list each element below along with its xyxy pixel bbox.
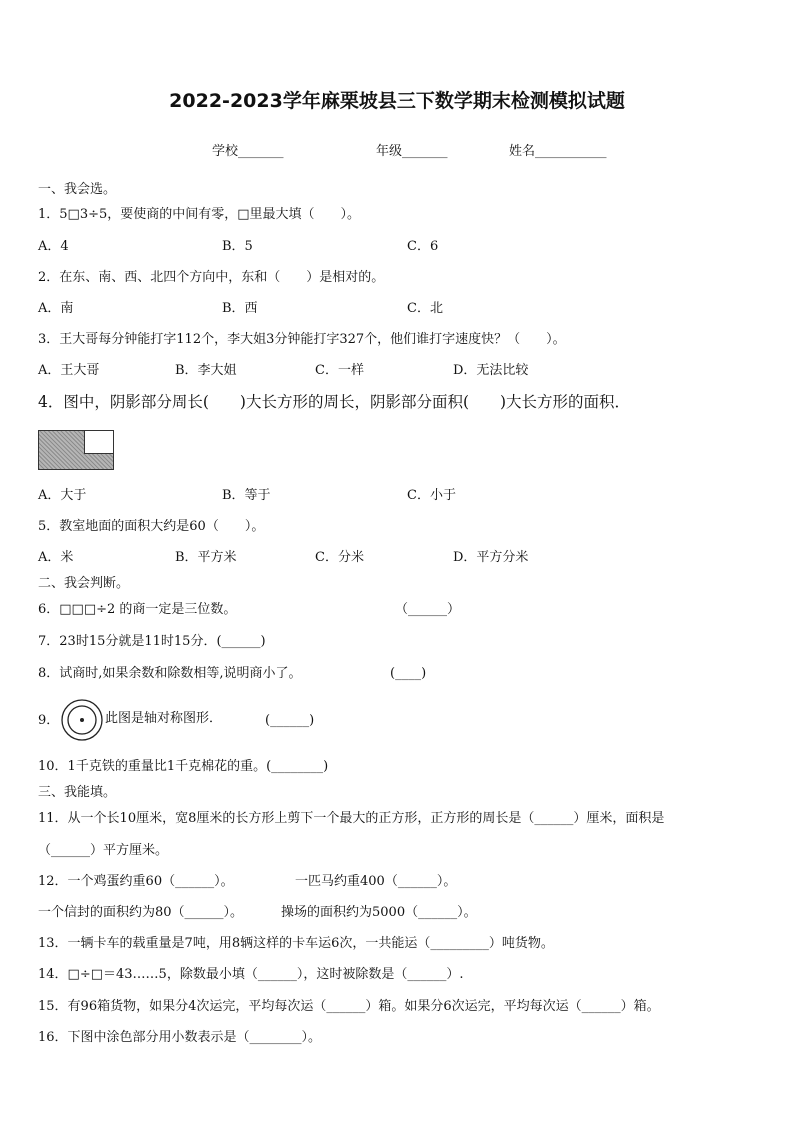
question-8: 8．试商时,如果余数和除数相等,说明商小了。	[38, 666, 302, 681]
q5-option-b: B．平方米	[175, 550, 237, 565]
section-2-heading: 二、我会判断。	[38, 576, 130, 591]
question-16: 16．下图中涂色部分用小数表示是（________）。	[38, 1030, 322, 1045]
q5-option-d: D．平方分米	[453, 550, 529, 565]
question-6: 6．□□□÷2 的商一定是三位数。	[38, 602, 237, 617]
section-3-heading: 三、我能填。	[38, 785, 117, 800]
q8-answer-blank: (____)	[390, 666, 427, 681]
question-15: 15．有96箱货物，如果分4次运完，平均每次运（______）箱。如果分6次运完，平均每次运（______）箱。	[38, 999, 660, 1014]
cut-square	[84, 430, 114, 454]
q1-option-b: B．5	[222, 239, 253, 254]
q5-option-a: A．米	[38, 550, 74, 565]
page-title: 2022-2023学年麻栗坡县三下数学期末检测模拟试题	[169, 90, 625, 112]
question-2: 2．在东、南、西、北四个方向中，东和（ ）是相对的。	[38, 270, 385, 285]
shaded-rectangle-figure	[38, 430, 114, 470]
question-4: 4．图中，阴影部分周长( )大长方形的周长，阴影部分面积( )大长方形的面积．	[38, 393, 631, 411]
q4-option-b: B．等于	[222, 488, 271, 503]
q3-option-b: B．李大姐	[175, 363, 237, 378]
question-5: 5．教室地面的面积大约是60（ ）。	[38, 519, 265, 534]
school-field: 学校_______	[212, 144, 284, 159]
question-14: 14．□÷□＝43……5，除数最小填（______），这时被除数是（______）.	[38, 967, 464, 982]
q1-option-a: A．4	[38, 239, 69, 254]
q3-option-d: D．无法比较	[453, 363, 529, 378]
question-12-horse: 一匹马约重400（______）。	[295, 874, 457, 889]
q3-option-c: C．一样	[315, 363, 364, 378]
q2-option-b: B．西	[222, 301, 258, 316]
q4-option-c: C．小于	[407, 488, 456, 503]
q5-option-c: C．分米	[315, 550, 364, 565]
grade-field: 年级_______	[376, 144, 448, 159]
question-11-line-1: 11．从一个长10厘米，宽8厘米的长方形上剪下一个最大的正方形，正方形的周长是（______）厘米，面积是	[38, 811, 665, 826]
q2-option-c: C．北	[407, 301, 443, 316]
question-12-envelope: 一个信封的面积约为80（______）。	[38, 905, 244, 920]
question-7: 7．23时15分就是11时15分．(______)	[38, 634, 266, 649]
section-1-heading: 一、我会选。	[38, 182, 117, 197]
q1-option-c: C．6	[407, 239, 439, 254]
concentric-circles-figure	[60, 698, 104, 742]
question-10: 10．1千克铁的重量比1千克棉花的重。(________)	[38, 759, 329, 774]
question-3: 3．王大哥每分钟能打字112个，李大姐3分钟能打字327个，他们谁打字速度快？（ ）。	[38, 332, 566, 347]
question-1: 1．5□3÷5，要使商的中间有零，□里最大填（ ）。	[38, 207, 361, 222]
question-9-number: 9．	[38, 713, 60, 728]
q6-answer-blank: （______）	[395, 602, 461, 617]
q3-option-a: A．王大哥	[38, 363, 100, 378]
question-12-playground: 操场的面积约为5000（______）。	[281, 905, 477, 920]
q9-answer-blank: (______)	[265, 713, 315, 728]
question-13: 13．一辆卡车的载重量是7吨，用8辆这样的卡车运6次，一共能运（_________）吨货物。	[38, 936, 554, 951]
name-field: 姓名___________	[509, 144, 607, 159]
question-11-line-2: （______）平方厘米。	[38, 843, 169, 858]
q4-option-a: A．大于	[38, 488, 87, 503]
q2-option-a: A．南	[38, 301, 74, 316]
question-12-egg: 12．一个鸡蛋约重60（______）。	[38, 874, 234, 889]
question-9-text: 此图是轴对称图形．	[105, 711, 223, 726]
